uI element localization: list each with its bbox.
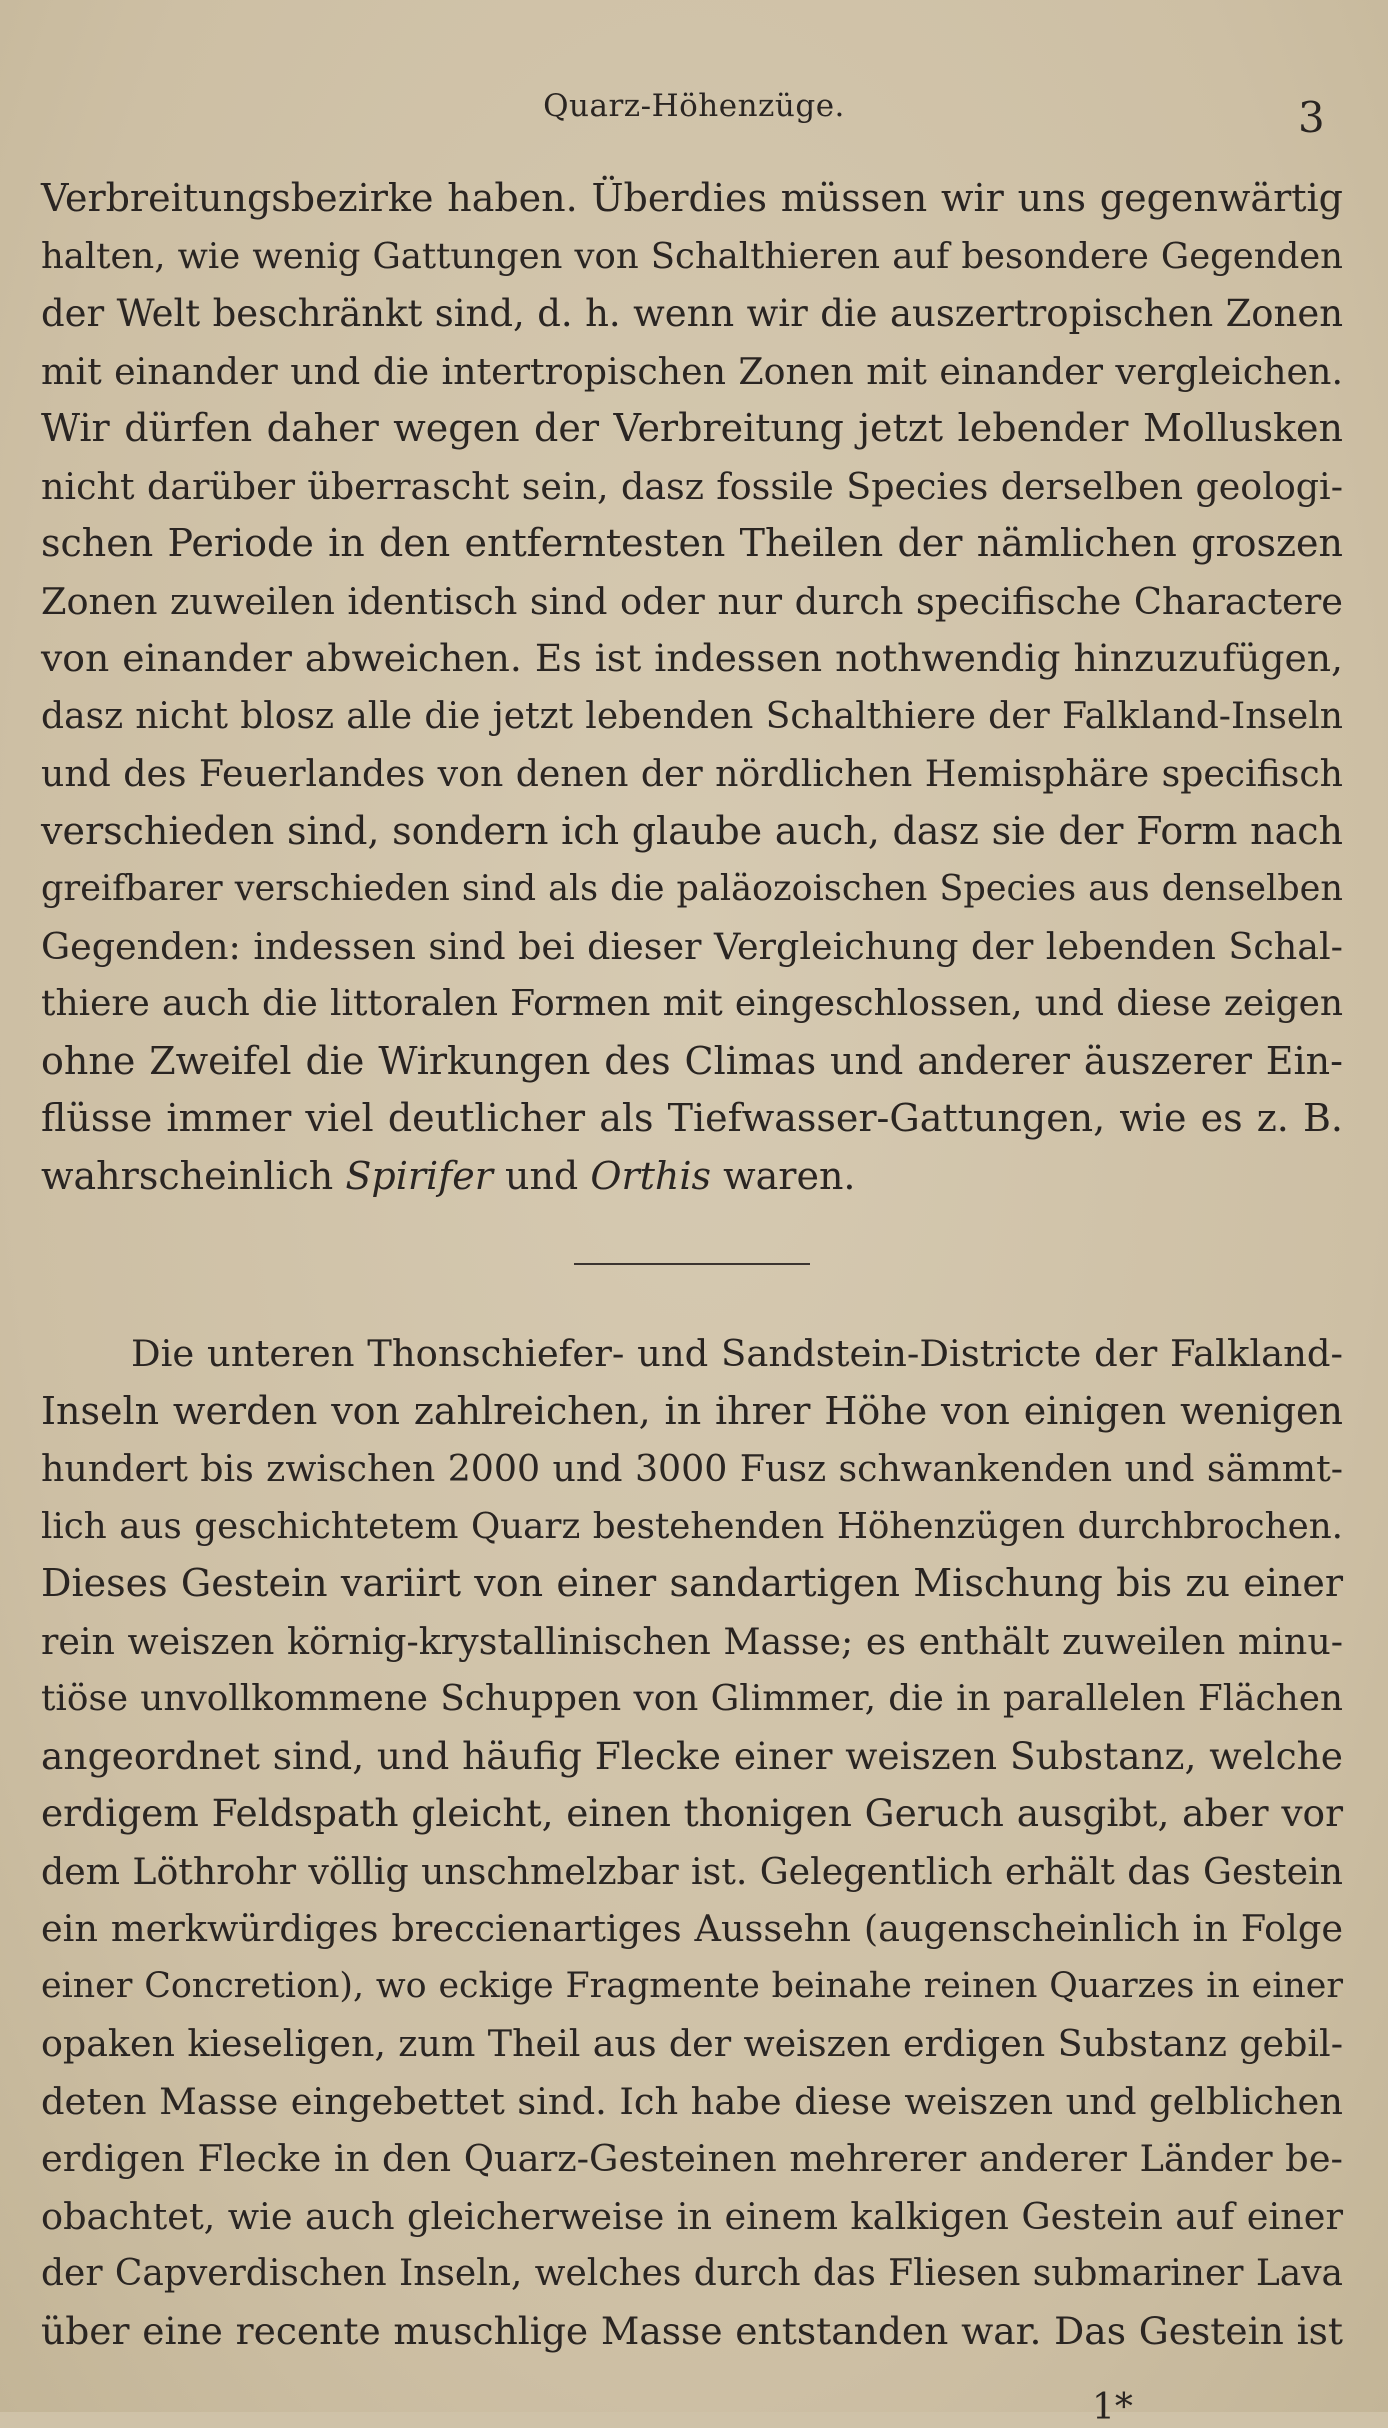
running-head: Quarz-Höhenzüge.	[543, 88, 845, 124]
text-line: angeordnet sind, und häufig Flecke einer weiszen Substanz, welche	[41, 1733, 1343, 1778]
text-line: Inseln werden von zahlreichen, in ihrer Höhe von einigen wenigen	[41, 1388, 1343, 1433]
printer-signature: 1*	[1092, 2387, 1133, 2428]
text-line: lich aus geschichtetem Quarz bestehenden Höhenzügen durchbrochen.	[41, 1505, 1343, 1547]
text-line: dasz nicht blosz alle die jetzt lebenden Schalthiere der Falkland-Inseln	[41, 694, 1343, 737]
text-line: mit einander und die intertropischen Zonen mit einander vergleichen.	[41, 349, 1343, 393]
section-divider	[574, 1263, 810, 1265]
text-line: hundert bis zwischen 2000 und 3000 Fusz schwankenden und sämmt-	[41, 1447, 1343, 1490]
text-line: der Welt beschränkt sind, d. h. wenn wir die auszertropischen Zonen	[41, 292, 1343, 335]
text-line: erdigen Flecke in den Quarz-Gesteinen mehrerer anderer Länder be-	[41, 2137, 1343, 2180]
paragraph-1	[41, 170, 1343, 1205]
text-line: Zonen zuweilen identisch sind oder nur durch specifische Charactere	[41, 579, 1343, 623]
text-line: tiöse unvollkommene Schuppen von Glimmer, die in parallelen Flächen	[41, 1678, 1343, 1719]
text-line: ein merkwürdiges breccienartiges Aussehn (augenscheinlich in Folge	[41, 1907, 1343, 1950]
text-run: wahrscheinlich	[41, 1153, 346, 1198]
text-line: Wir dürfen daher wegen der Verbreitung jetzt lebender Mollusken	[41, 406, 1343, 450]
text-line: Gegenden: indessen sind bei dieser Vergleichung der lebenden Schal-	[41, 924, 1343, 968]
text-line: über eine recente muschlige Masse entstanden war. Das Gestein ist	[41, 2308, 1343, 2353]
text-line: rein weiszen körnig-krystallinischen Masse; es enthält zuweilen minu-	[41, 1619, 1343, 1663]
text-line: Dieses Gestein variirt von einer sandartigen Mischung bis zu einer	[41, 1561, 1343, 1605]
text-line: von einander abweichen. Es ist indessen nothwendig hinzuzufügen,	[41, 636, 1343, 680]
paragraph-2	[41, 1325, 1343, 2360]
text-line: flüsse immer viel deutlicher als Tiefwasser-Gattungen, wie es z. B.	[41, 1096, 1343, 1140]
text-line: Die unteren Thonschiefer- und Sandstein-Districte der Falkland-	[131, 1332, 1343, 1375]
text-line: opaken kieseligen, zum Theil aus der weiszen erdigen Substanz gebil-	[41, 2022, 1343, 2065]
text-line: einer Concretion), wo eckige Fragmente beinahe reinen Quarzes in einer	[41, 1965, 1343, 2006]
text-line: Verbreitungsbezirke haben. Überdies müssen wir uns gegenwärtig	[41, 176, 1343, 220]
text-line: dem Löthrohr völlig unschmelzbar ist. Gelegentlich erhält das Gestein	[41, 1849, 1343, 1893]
genus-name-orthis: Orthis	[590, 1153, 712, 1198]
genus-name-spirifer: Spirifer	[345, 1153, 493, 1198]
text-line: deten Masse eingebettet sind. Ich habe diese weiszen und gelblichen	[41, 2079, 1343, 2123]
text-line: schen Periode in den entferntesten Theilen der nämlichen groszen	[41, 521, 1343, 565]
text-line: nicht darüber überrascht sein, dasz fossile Species derselben geologi-	[41, 464, 1343, 508]
text-line-last	[41, 1148, 1343, 1206]
text-line: halten, wie wenig Gattungen von Schalthieren auf besondere Gegenden	[41, 235, 1343, 277]
text-line: der Capverdischen Inseln, welches durch das Fliesen submariner Lava	[41, 2253, 1343, 2294]
text-run: waren.	[711, 1153, 856, 1198]
page-number: 3	[1298, 93, 1325, 142]
text-run: und	[492, 1153, 591, 1198]
text-line: erdigem Feldspath gleicht, einen thonigen Geruch ausgibt, aber vor	[41, 1791, 1343, 1835]
text-line: greifbarer verschieden sind als die paläozoischen Species aus denselben	[41, 868, 1343, 909]
text-line: und des Feuerlandes von denen der nördlichen Hemisphäre specifisch	[41, 752, 1343, 795]
text-line: obachtet, wie auch gleicherweise in einem kalkigen Gestein auf einer	[41, 2194, 1343, 2238]
text-line: thiere auch die littoralen Formen mit eingeschlossen, und diese zeigen	[41, 983, 1343, 1024]
text-line: ohne Zweifel die Wirkungen des Climas und anderer äuszerer Ein-	[41, 1038, 1343, 1083]
text-line: verschieden sind, sondern ich glaube auch, dasz sie der Form nach	[41, 808, 1343, 853]
